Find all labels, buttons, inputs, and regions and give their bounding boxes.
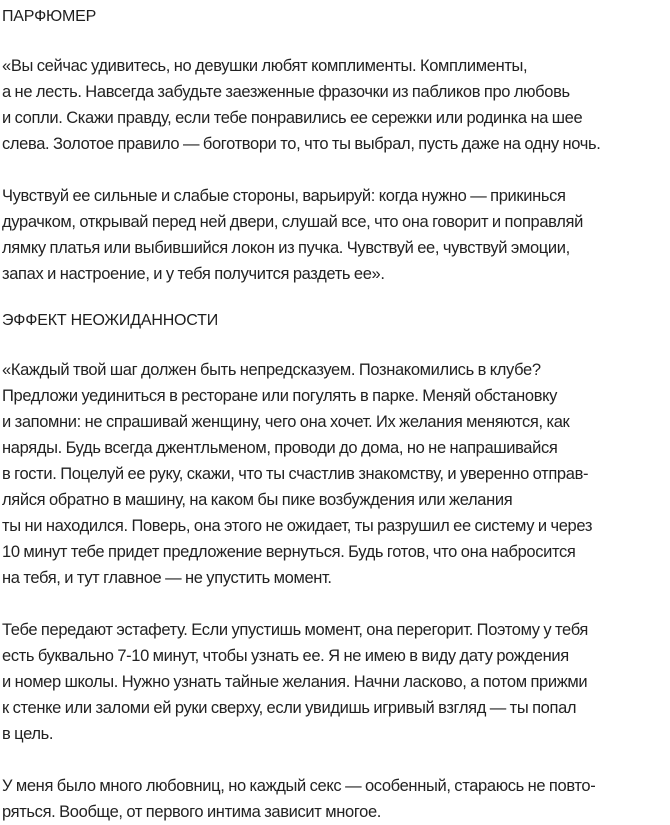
text-line: в гости. Поцелуй ее руку, скажи, что ты счастлив знакомству, и уверенно отправ- [2,465,589,483]
text-line: и номер школы. Нужно узнать тайные желания. Начни ласково, а потом прижми [2,673,588,691]
text-line: слева. Золотое правило — боготвори то, что ты выбрал, пусть даже на одну ночь. [2,135,601,153]
paragraph [2,183,666,287]
spacer [2,747,666,773]
text-line: запах и настроение, и у тебя получится раздеть ее». [2,265,385,283]
paragraph [2,53,666,157]
paragraph [2,357,666,591]
text-line: ляйся обратно в машину, на каком бы пике возбуждения или желания [2,491,513,509]
text-line: «Каждый твой шаг должен быть непредсказуем. Познакомились в клубе? [2,361,541,379]
section-heading-surprise-effect: ЭФФЕКТ НЕОЖИДАННОСТИ [2,312,218,329]
spacer [2,591,666,617]
paragraph [2,773,666,825]
article-body [0,7,666,825]
text-line: а не лесть. Навсегда забудьте заезженные фразочки из пабликов про любовь [2,83,570,101]
text-line: Чувствуй ее сильные и слабые стороны, варьируй: когда нужно — прикинься [2,187,566,205]
spacer [2,157,666,183]
text-line: лямку платья или выбившийся локон из пучка. Чувствуй ее, чувствуй эмоции, [2,239,570,257]
text-line: ряться. Вообще, от первого интима зависит многое. [2,803,382,821]
text-line: 10 минут тебе придет предложение вернуться. Будь готов, что она набросится [2,543,576,561]
text-line: наряды. Будь всегда джентльменом, проводи до дома, но не напрашивайся [2,439,558,457]
text-line: и сопли. Скажи правду, если тебе понравились ее сережки или родинка на шее [2,109,583,127]
section-heading-perfumer: ПАРФЮМЕР [2,8,97,25]
text-line: Предложи уединиться в ресторане или погулять в парке. Меняй обстановку [2,387,558,405]
text-line: есть буквально 7-10 минут, чтобы узнать ее. Я не имею в виду дату рождения [2,647,569,665]
text-line: на тебя, и тут главное — не упустить момент. [2,569,332,587]
text-line: к стенке или заломи ей руки сверху, если увидишь игривый взгляд — ты попал [2,699,577,717]
text-line: ты ни находился. Поверь, она этого не ожидает, ты разрушил ее систему и через [2,517,593,535]
text-line: Тебе передают эстафету. Если упустишь момент, она перегорит. Поэтому у тебя [2,621,589,639]
text-line: и запомни: не спрашивай женщину, чего она хочет. Их желания меняются, как [2,413,570,431]
paragraph [2,617,666,747]
text-line: У меня было много любовниц, но каждый секс — особенный, стараюсь не повто- [2,777,596,795]
text-line: дурачком, открывай перед ней двери, слушай все, что она говорит и поправляй [2,213,583,231]
spacer [2,331,666,357]
text-line: в цель. [2,725,54,743]
text-line: «Вы сейчас удивитесь, но девушки любят комплименты. Комплименты, [2,57,528,75]
spacer [2,27,666,53]
